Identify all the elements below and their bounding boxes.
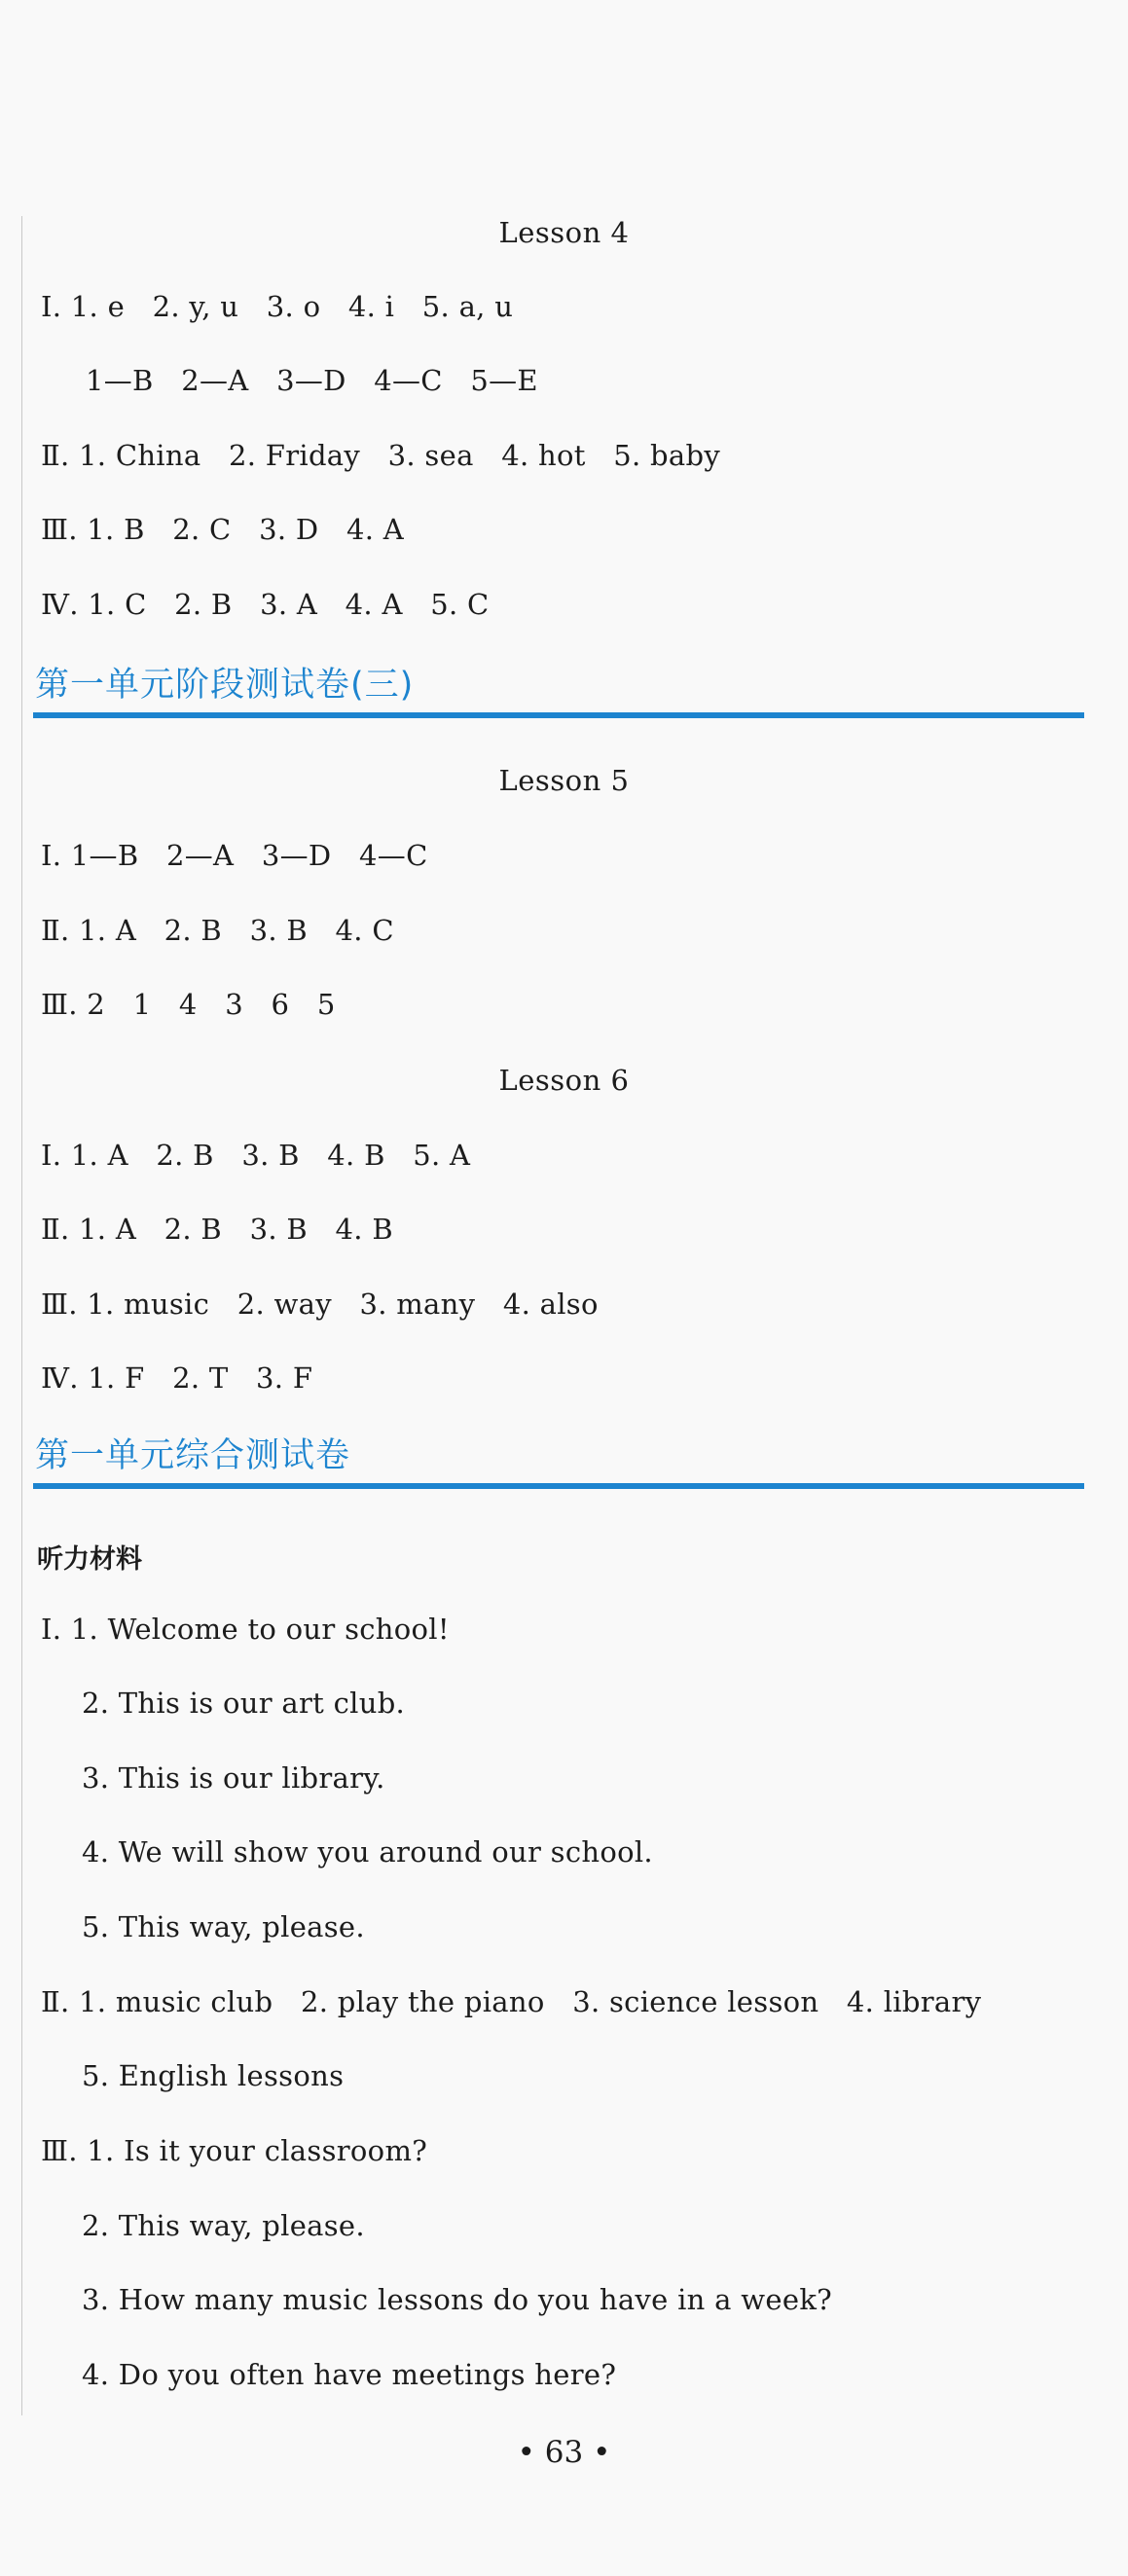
section-divider	[33, 1483, 1084, 1489]
left-margin-rule	[21, 216, 22, 2415]
section-comprehensive-test	[33, 1429, 1084, 1489]
listening-line: Ⅲ. 1. Is it your classroom?	[41, 2134, 428, 2167]
lesson-5-title: Lesson 5	[498, 764, 630, 797]
listening-line: Ⅱ. 1. music club 2. play the piano 3. science lesson 4. library	[41, 1985, 982, 2018]
lesson-6-title: Lesson 6	[498, 1064, 630, 1097]
lesson-6-answer-line-3: Ⅲ. 1. music 2. way 3. many 4. also	[41, 1288, 599, 1321]
lesson-4-title: Lesson 4	[498, 216, 630, 249]
listening-line: 4. We will show you around our school.	[82, 1835, 653, 1869]
lesson-5-answer-line-2: Ⅱ. 1. A 2. B 3. B 4. C	[41, 914, 394, 947]
listening-material-heading: 听力材料	[37, 1544, 142, 1575]
listening-line: 3. How many music lessons do you have in a week?	[82, 2283, 833, 2316]
lesson-4-answer-line-3: Ⅱ. 1. China 2. Friday 3. sea 4. hot 5. baby	[41, 439, 721, 472]
lesson-6-answer-line-2: Ⅱ. 1. A 2. B 3. B 4. B	[41, 1213, 393, 1246]
lesson-4-answer-line-2: 1—B 2—A 3—D 4—C 5—E	[86, 364, 538, 397]
listening-line: 2. This way, please.	[82, 2209, 365, 2242]
lesson-6-answer-line-1: Ⅰ. 1. A 2. B 3. B 4. B 5. A	[41, 1139, 471, 1172]
listening-line: 5. English lessons	[82, 2059, 345, 2092]
listening-line: 4. Do you often have meetings here?	[82, 2358, 617, 2391]
section-stage-test-3	[33, 658, 1084, 718]
lesson-4-answer-line-5: Ⅳ. 1. C 2. B 3. A 4. A 5. C	[41, 588, 490, 621]
lesson-4-answer-line-1: Ⅰ. 1. e 2. y, u 3. o 4. i 5. a, u	[41, 290, 514, 323]
listening-line: 2. This is our art club.	[82, 1687, 406, 1720]
listening-line: Ⅰ. 1. Welcome to our school!	[41, 1613, 450, 1646]
listening-line: 5. This way, please.	[82, 1910, 365, 1943]
listening-line: 3. This is our library.	[82, 1761, 385, 1795]
section-divider	[33, 712, 1084, 718]
section-title: 第一单元综合测试卷	[35, 1436, 351, 1475]
lesson-5-answer-line-3: Ⅲ. 2 1 4 3 6 5	[41, 988, 336, 1021]
page-number: • 63 •	[517, 2435, 611, 2470]
lesson-6-answer-line-4: Ⅳ. 1. F 2. T 3. F	[41, 1361, 313, 1395]
lesson-5-answer-line-1: Ⅰ. 1—B 2—A 3—D 4—C	[41, 839, 428, 872]
section-title: 第一单元阶段测试卷(三)	[35, 666, 415, 705]
lesson-4-answer-line-4: Ⅲ. 1. B 2. C 3. D 4. A	[41, 513, 405, 546]
